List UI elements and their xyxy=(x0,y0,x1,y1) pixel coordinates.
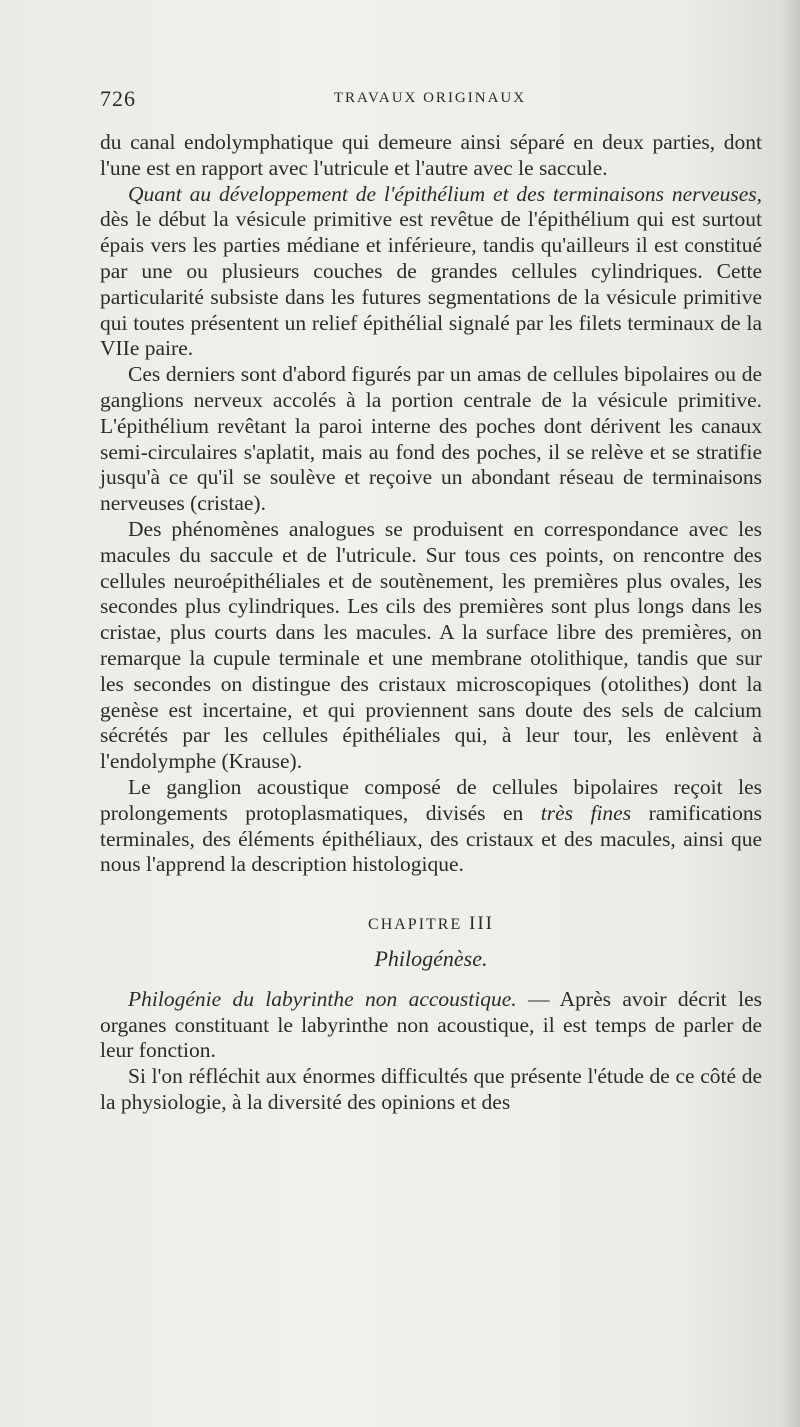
paragraph-5-text-b: ramifications terminales, des éléments épithéliaux, des cristaux et des macules, ainsi que nous l'apprend la description histologique. xyxy=(100,800,763,877)
page-body xyxy=(100,130,762,1116)
chapter-heading xyxy=(100,911,762,938)
paragraph-7: Si l'on réfléchit aux énormes difficultés que présente l'étude de ce côté de la physiologie, à la diversité des opinions et des xyxy=(100,1064,762,1114)
page-header xyxy=(100,86,760,116)
paragraph-4: Des phénomènes analogues se produisent en correspondance avec les macules du saccule et de l'utricule. Sur tous ces points, on rencontre des cellules neuroépithéliales et de soutènement, les premières plus ovales, les secondes plus cylindriques. Les cils des premières sont plus longs dans les cristae, plus courts dans les macules. A la surface libre des premières, on remarque la cupule terminale et une membrane otolithique, tandis que sur les secondes on distingue des cristaux microscopiques (otolithes) dont la genèse est incertaine, et qui proviennent sans doute des sels de calcium sécrétés par les cellules épithéliales qui, à leur tour, les enlèvent à l'endolymphe (Krause). xyxy=(100,516,762,774)
paragraph-2-lead: Quant au développement de l'épithélium et des terminaisons nerveuses, xyxy=(128,181,762,206)
running-head: TRAVAUX ORIGINAUX xyxy=(333,90,527,106)
paragraph-3: Ces derniers sont d'abord figurés par un amas de cellules bipolaires ou de ganglions nerveux accolés à la portion centrale de la vésicule primitive. L'épithélium revêtant la paroi interne des poches dont dérivent les canaux semi-circulaires s'aplatit, mais au fond des poches, il se relève et se stratifie jusqu'à ce qu'il se soulève et reçoive un abondant réseau de terminaisons nerveuses (cristae). xyxy=(100,362,762,516)
paragraph-5-text-a: Le ganglion acoustique composé de cellules bipolaires reçoit les prolongements protoplasmatiques, divisés en xyxy=(100,774,762,825)
paragraph-2 xyxy=(100,182,762,363)
paragraph-6-lead: Philogénie du labyrinthe non accoustique. xyxy=(128,986,517,1011)
paragraph-1: du canal endolymphatique qui demeure ainsi séparé en deux parties, dont l'une est en rapport avec l'utricule et l'autre avec le saccule. xyxy=(100,130,762,180)
chapter-number: III xyxy=(469,913,494,935)
paragraph-5-emphasis: très fines xyxy=(540,800,632,825)
chapter-label: CHAPITRE xyxy=(368,916,463,934)
page-number: 726 xyxy=(100,86,136,111)
paragraph-6-text: — Après avoir décrit les organes constituant le labyrinthe non acoustique, il est temps de parler de leur fonction. xyxy=(100,986,762,1063)
chapter-title: Philogénèse. xyxy=(374,945,488,971)
paragraph-2-text: dès le début la vésicule primitive est revêtue de l'épithélium qui est surtout épais vers les parties médiane et inférieure, tandis qu'ailleurs il est constitué par une ou plusieurs couches de grandes cellules cylindriques. Cette particularité subsiste dans les futures segmentations de la vésicule primitive qui toutes présentent un relief épithélial signalé par les filets terminaux de la VIIe paire. xyxy=(100,207,762,361)
paragraph-5 xyxy=(100,775,762,878)
paragraph-6 xyxy=(100,987,762,1064)
